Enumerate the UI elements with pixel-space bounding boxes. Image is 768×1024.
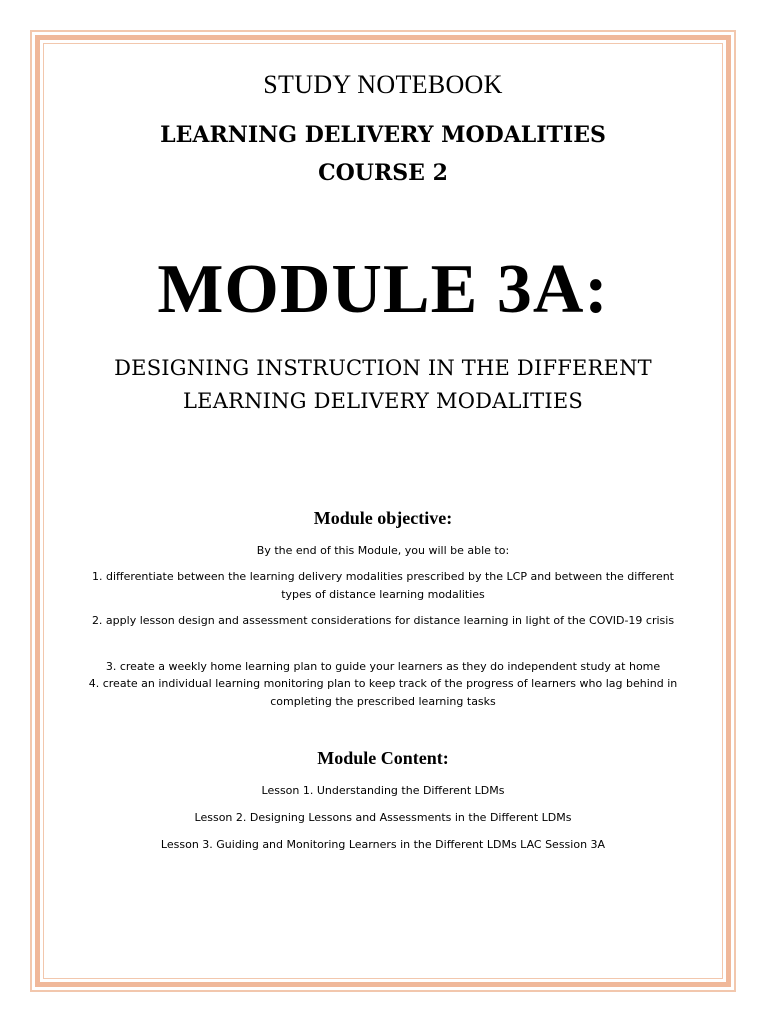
objectives-intro: By the end of this Module, you will be able to: (256, 544, 510, 557)
course-title-line2: COURSE 2 (318, 160, 448, 186)
objective-item: 3. create a weekly home learning plan to guide your learners as they do independent study at home (105, 660, 661, 673)
module-content-heading: Module Content: (317, 748, 449, 768)
objective-item: 1. differentiate between the learning delivery modalities prescribed by the LCP and between the different types of distance learning modalities (92, 570, 674, 601)
module-subtitle-line1: DESIGNING INSTRUCTION IN THE DIFFERENT (114, 356, 652, 380)
course-title-line1: LEARNING DELIVERY MODALITIES (160, 122, 606, 148)
objectives-heading: Module objective: (313, 508, 453, 528)
module-subtitle-line2: LEARNING DELIVERY MODALITIES (183, 389, 583, 413)
module-title: MODULE 3A: (157, 251, 609, 328)
lesson-item: Lesson 3. Guiding and Monitoring Learners in the Different LDMs LAC Session 3A (160, 838, 606, 851)
objective-item: 4. create an individual learning monitoring plan to keep track of the progress of learners who lag behind in completing the prescribed learning tasks (88, 677, 678, 708)
lesson-item: Lesson 1. Understanding the Different LDMs (261, 784, 505, 797)
course-title (44, 116, 722, 192)
lesson-item: Lesson 2. Designing Lessons and Assessments in the Different LDMs (194, 811, 572, 824)
cover-page (44, 44, 722, 978)
notebook-label: STUDY NOTEBOOK (263, 70, 503, 99)
objective-item: 2. apply lesson design and assessment considerations for distance learning in light of the COVID-19 crisis (91, 614, 675, 627)
module-subtitle (44, 352, 722, 418)
